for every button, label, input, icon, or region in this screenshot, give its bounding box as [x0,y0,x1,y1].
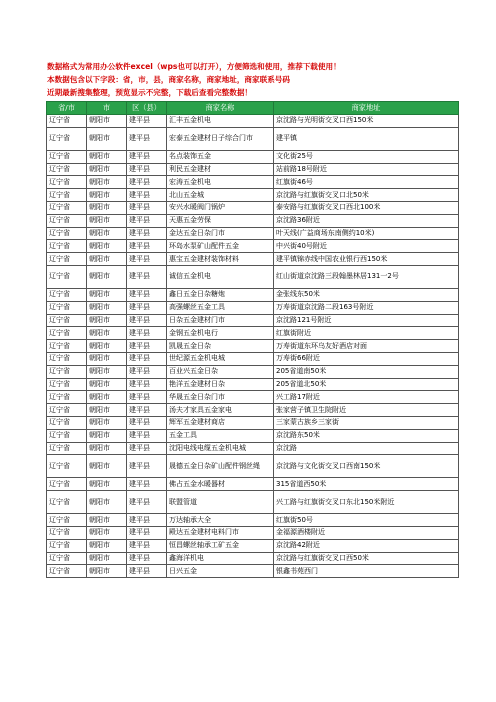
cell-merchant-address: 金张线东50米 [274,288,459,301]
cell-merchant-name: 辉军五金建材商店 [167,416,274,429]
cell-city: 朝阳市 [87,340,127,353]
cell-city: 朝阳市 [87,127,127,150]
cell-city: 朝阳市 [87,189,127,202]
cell-county: 建平县 [127,491,167,514]
cell-merchant-address: 红山街道京沈路三段翰墨林居131一2号 [274,265,459,288]
cell-county: 建平县 [127,478,167,491]
cell-province: 辽宁省 [47,265,87,288]
cell-city: 朝阳市 [87,115,127,128]
cell-city: 朝阳市 [87,352,127,365]
cell-merchant-address: 京沈路42附近 [274,539,459,552]
cell-merchant-address: 中兴街40号附近 [274,240,459,253]
cell-merchant-address: 泰安路与红旗街交叉口西北100米 [274,201,459,214]
cell-city: 朝阳市 [87,429,127,442]
cell-merchant-name: 日兴五金 [167,565,274,578]
cell-merchant-name: 联盟管道 [167,491,274,514]
cell-province: 辽宁省 [47,127,87,150]
cell-province: 辽宁省 [47,455,87,478]
table-row [47,265,459,288]
cell-city: 朝阳市 [87,455,127,478]
cell-province: 辽宁省 [47,115,87,128]
cell-merchant-name: 殿达五金建材电料门市 [167,526,274,539]
cell-county: 建平县 [127,214,167,227]
cell-city: 朝阳市 [87,253,127,266]
cell-province: 辽宁省 [47,176,87,189]
table-row [47,127,459,150]
cell-county: 建平县 [127,442,167,455]
cell-merchant-address: 京沈路121号附近 [274,314,459,327]
cell-merchant-name: 艳洋五金建材日杂 [167,378,274,391]
cell-merchant-address: 京沈路与红旗街交叉口西50米 [274,552,459,565]
cell-province: 辽宁省 [47,240,87,253]
cell-province: 辽宁省 [47,442,87,455]
cell-merchant-address: 京沈路与文化街交叉口西南150米 [274,455,459,478]
table-row [47,115,459,128]
cell-city: 朝阳市 [87,442,127,455]
cell-merchant-name: 鑫日五金日杂糖炮 [167,288,274,301]
cell-province: 辽宁省 [47,552,87,565]
cell-county: 建平县 [127,150,167,163]
cell-province: 辽宁省 [47,526,87,539]
cell-province: 辽宁省 [47,514,87,527]
cell-county: 建平县 [127,404,167,417]
cell-merchant-address: 315省道西50米 [274,478,459,491]
cell-county: 建平县 [127,301,167,314]
table-row [47,416,459,429]
cell-city: 朝阳市 [87,176,127,189]
cell-merchant-address: 京沈路36附近 [274,214,459,227]
cell-city: 朝阳市 [87,478,127,491]
header-province: 省/市 [47,102,87,115]
cell-merchant-name: 诚信五金机电 [167,265,274,288]
cell-province: 辽宁省 [47,214,87,227]
cell-province: 辽宁省 [47,416,87,429]
cell-merchant-name: 华晟五金日杂门市 [167,391,274,404]
table-row [47,340,459,353]
cell-city: 朝阳市 [87,201,127,214]
cell-county: 建平县 [127,565,167,578]
cell-merchant-name: 日杂五金建材门市 [167,314,274,327]
cell-merchant-name: 恒昌螺丝轴承工矿五金 [167,539,274,552]
cell-county: 建平县 [127,391,167,404]
merchant-table [46,101,459,578]
cell-county: 建平县 [127,526,167,539]
notice-line-2: 本数据包含以下字段：省，市，县，商家名称，商家地址，商家联系号码 [47,75,290,84]
cell-city: 朝阳市 [87,378,127,391]
table-row [47,176,459,189]
cell-county: 建平县 [127,201,167,214]
cell-county: 建平县 [127,253,167,266]
cell-province: 辽宁省 [47,429,87,442]
cell-city: 朝阳市 [87,552,127,565]
cell-county: 建平县 [127,288,167,301]
cell-merchant-name: 环岛水泵矿山配件五金 [167,240,274,253]
cell-province: 辽宁省 [47,314,87,327]
header-merchant-address: 商家地址 [274,102,459,115]
cell-merchant-address: 红旗街附近 [274,327,459,340]
cell-merchant-name: 鑫海洋机电 [167,552,274,565]
cell-city: 朝阳市 [87,391,127,404]
cell-merchant-name: 利民五金建材 [167,163,274,176]
cell-province: 辽宁省 [47,391,87,404]
cell-city: 朝阳市 [87,514,127,527]
cell-merchant-address: 建平镇 [274,127,459,150]
cell-county: 建平县 [127,340,167,353]
cell-merchant-address: 京沈路东50米 [274,429,459,442]
cell-city: 朝阳市 [87,365,127,378]
table-row [47,442,459,455]
cell-county: 建平县 [127,552,167,565]
table-row [47,404,459,417]
cell-merchant-name: 晟德五金日杂矿山配件钢丝绳 [167,455,274,478]
cell-county: 建平县 [127,352,167,365]
cell-merchant-address: 叶天线(广益商场东南侧约10米) [274,227,459,240]
cell-county: 建平县 [127,514,167,527]
cell-city: 朝阳市 [87,227,127,240]
header-county: 区（县） [127,102,167,115]
notice-block [47,60,457,99]
cell-province: 辽宁省 [47,253,87,266]
notice-line-3: 近期最新搜集整理，预览显示不完整，下载后查看完整数据！ [47,88,253,97]
header-merchant-name: 商家名称 [167,102,274,115]
table-row [47,352,459,365]
cell-merchant-address: 建平镇锦赤线中国农业银行西150米 [274,253,459,266]
cell-city: 朝阳市 [87,150,127,163]
table-row [47,189,459,202]
table-row [47,552,459,565]
cell-city: 朝阳市 [87,526,127,539]
cell-county: 建平县 [127,227,167,240]
cell-city: 朝阳市 [87,416,127,429]
cell-city: 朝阳市 [87,240,127,253]
cell-province: 辽宁省 [47,288,87,301]
table-row [47,526,459,539]
table-row [47,514,459,527]
cell-merchant-name: 五金工具 [167,429,274,442]
cell-county: 建平县 [127,189,167,202]
cell-province: 辽宁省 [47,150,87,163]
cell-merchant-name: 高强螺丝五金工具 [167,301,274,314]
cell-province: 辽宁省 [47,565,87,578]
cell-merchant-name: 沈阳电线电缆五金机电城 [167,442,274,455]
cell-county: 建平县 [127,365,167,378]
cell-county: 建平县 [127,314,167,327]
table-row [47,478,459,491]
cell-province: 辽宁省 [47,227,87,240]
cell-merchant-name: 金达五金日杂门市 [167,227,274,240]
cell-county: 建平县 [127,163,167,176]
cell-province: 辽宁省 [47,352,87,365]
cell-merchant-address: 银鑫书苑西门 [274,565,459,578]
cell-city: 朝阳市 [87,314,127,327]
cell-merchant-name: 安兴水暖阀门锅炉 [167,201,274,214]
table-row [47,288,459,301]
table-row [47,214,459,227]
cell-merchant-name: 万达轴承大全 [167,514,274,527]
cell-county: 建平县 [127,176,167,189]
cell-province: 辽宁省 [47,340,87,353]
cell-merchant-address: 京沈路 [274,442,459,455]
cell-merchant-address: 兴工路与红旗街交叉口东北150米附近 [274,491,459,514]
cell-merchant-address: 万寿街66附近 [274,352,459,365]
cell-county: 建平县 [127,240,167,253]
cell-county: 建平县 [127,265,167,288]
cell-merchant-address: 站前路18号附近 [274,163,459,176]
cell-merchant-name: 汤夫才家具五金家电 [167,404,274,417]
cell-merchant-name: 北山五金城 [167,189,274,202]
cell-county: 建平县 [127,127,167,150]
cell-county: 建平县 [127,455,167,478]
cell-merchant-address: 文化街25号 [274,150,459,163]
cell-merchant-address: 红旗街50号 [274,514,459,527]
cell-merchant-address: 三家蒙古族乡三家街 [274,416,459,429]
cell-city: 朝阳市 [87,288,127,301]
table-row [47,150,459,163]
cell-merchant-name: 名点装饰五金 [167,150,274,163]
cell-merchant-address: 兴工路17附近 [274,391,459,404]
table-row [47,301,459,314]
cell-county: 建平县 [127,327,167,340]
cell-city: 朝阳市 [87,301,127,314]
cell-city: 朝阳市 [87,491,127,514]
table-row [47,227,459,240]
cell-province: 辽宁省 [47,301,87,314]
notice-line-1: 数据格式为常用办公软件excel（wps也可以打开），方便筛选和使用，推荐下载使用！ [47,62,341,71]
cell-city: 朝阳市 [87,539,127,552]
cell-county: 建平县 [127,378,167,391]
table-row [47,314,459,327]
cell-county: 建平县 [127,539,167,552]
cell-merchant-address: 金福源酒楼附近 [274,526,459,539]
cell-county: 建平县 [127,416,167,429]
table-header-row [47,102,459,115]
cell-province: 辽宁省 [47,404,87,417]
cell-merchant-address: 京沈路与红旗街交叉口北50米 [274,189,459,202]
cell-city: 朝阳市 [87,163,127,176]
cell-merchant-address: 万寿街道东环乌友好酒店对面 [274,340,459,353]
table-row [47,565,459,578]
cell-city: 朝阳市 [87,214,127,227]
cell-merchant-name: 百业兴五金日杂 [167,365,274,378]
cell-merchant-name: 佛占五金水暖器材 [167,478,274,491]
cell-city: 朝阳市 [87,327,127,340]
cell-merchant-name: 世纪源五金机电城 [167,352,274,365]
cell-merchant-address: 万寿街道京沈路二段163号附近 [274,301,459,314]
cell-province: 辽宁省 [47,327,87,340]
table-row [47,201,459,214]
cell-merchant-address: 红旗街46号 [274,176,459,189]
cell-merchant-name: 金钢五金机电行 [167,327,274,340]
cell-merchant-name: 宏泰五金建材日子综合门市 [167,127,274,150]
cell-province: 辽宁省 [47,201,87,214]
cell-province: 辽宁省 [47,539,87,552]
cell-merchant-name: 宏涛五金机电 [167,176,274,189]
cell-province: 辽宁省 [47,378,87,391]
table-row [47,391,459,404]
cell-city: 朝阳市 [87,265,127,288]
table-row [47,240,459,253]
header-city: 市 [87,102,127,115]
cell-merchant-address: 张家营子镇卫生院附近 [274,404,459,417]
table-row [47,429,459,442]
table-row [47,378,459,391]
cell-merchant-address: 205省道南50米 [274,365,459,378]
table-row [47,163,459,176]
table-row [47,327,459,340]
cell-province: 辽宁省 [47,163,87,176]
cell-county: 建平县 [127,429,167,442]
cell-province: 辽宁省 [47,491,87,514]
cell-merchant-name: 凯晟五金日杂 [167,340,274,353]
cell-city: 朝阳市 [87,404,127,417]
cell-province: 辽宁省 [47,189,87,202]
table-body [47,115,459,578]
cell-merchant-name: 惠宝五金建材装饰材料 [167,253,274,266]
table-row [47,365,459,378]
cell-merchant-name: 汇丰五金机电 [167,115,274,128]
cell-merchant-address: 京沈路与光明街交叉口西150米 [274,115,459,128]
cell-merchant-name: 天惠五金劳保 [167,214,274,227]
cell-merchant-address: 205省道北50米 [274,378,459,391]
table-row [47,253,459,266]
cell-province: 辽宁省 [47,365,87,378]
table-row [47,455,459,478]
table-row [47,539,459,552]
cell-city: 朝阳市 [87,565,127,578]
cell-province: 辽宁省 [47,478,87,491]
table-row [47,491,459,514]
cell-county: 建平县 [127,115,167,128]
